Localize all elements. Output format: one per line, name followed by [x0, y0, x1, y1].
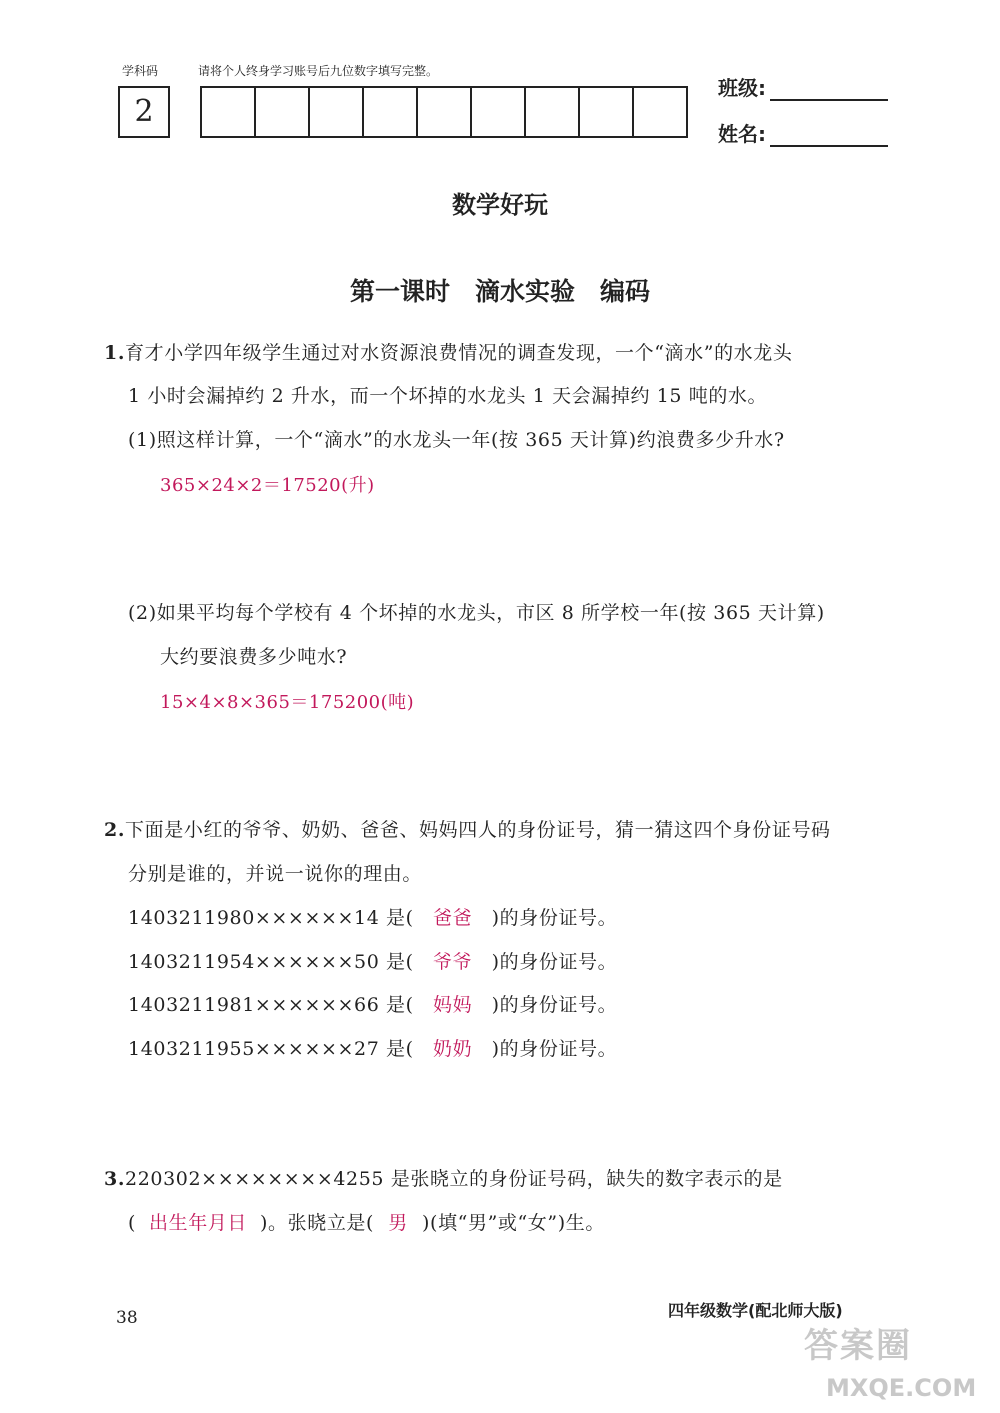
- id-row: [128, 950, 617, 974]
- id-suffix: )的身份证号。: [491, 907, 618, 929]
- id-row: [128, 906, 617, 930]
- id-suffix: )的身份证号。: [491, 951, 618, 973]
- question-3-text: 220302××××××××4255 是张晓立的身份证号码，缺失的数字表示的是: [125, 1168, 783, 1190]
- answer-1-1: 365×24×2＝17520(升): [160, 475, 375, 496]
- question-3-mid: )。张晓立是(: [260, 1212, 375, 1234]
- bracket-open: (: [128, 1212, 137, 1234]
- digit-cell[interactable]: [580, 88, 634, 136]
- name-blank[interactable]: [770, 125, 888, 147]
- subject-code-label: 学科码: [122, 64, 159, 78]
- class-label: 班级:: [718, 76, 766, 100]
- question-3-number: 3.: [104, 1168, 126, 1190]
- watermark-logo: 答案圈: [804, 1326, 912, 1366]
- class-blank[interactable]: [770, 79, 888, 101]
- question-3-end: )(填“男”或“女”)生。: [422, 1212, 605, 1234]
- watermark-url: MXQE.COM: [826, 1374, 977, 1402]
- page-title: 数学好玩: [452, 191, 548, 219]
- question-1-line-2: 1 小时会漏掉约 2 升水，而一个坏掉的水龙头 1 天会漏掉约 15 吨的水。: [128, 385, 768, 407]
- answer-3-1: 出生年月日: [149, 1212, 248, 1234]
- page-number: 38: [116, 1308, 138, 1328]
- question-1-sub-2-line-1: (2)如果平均每个学校有 4 个坏掉的水龙头，市区 8 所学校一年(按 365 天计算): [128, 602, 825, 624]
- class-field[interactable]: [718, 72, 888, 101]
- question-3-line-2: [128, 1211, 605, 1235]
- id-row: [128, 1037, 617, 1061]
- digit-cell[interactable]: [256, 88, 310, 136]
- id-row: [128, 993, 617, 1017]
- digit-cell[interactable]: [634, 88, 688, 136]
- id-answer: 妈妈: [433, 994, 473, 1016]
- id-answer: 奶奶: [433, 1038, 473, 1060]
- question-1-sub-1: (1)照这样计算，一个“滴水”的水龙头一年(按 365 天计算)约浪费多少升水?: [128, 429, 785, 451]
- question-1-text: 育才小学四年级学生通过对水资源浪费情况的调查发现，一个“滴水”的水龙头: [125, 342, 793, 364]
- lesson-title: 第一课时 滴水实验 编码: [349, 277, 650, 306]
- question-3-line-1: [104, 1167, 783, 1191]
- id-suffix: )的身份证号。: [491, 1038, 618, 1060]
- subject-code-box: 2: [118, 86, 170, 138]
- account-digit-boxes[interactable]: [200, 86, 688, 138]
- id-number: 1403211955××××××27 是(: [128, 1038, 414, 1060]
- id-suffix: )的身份证号。: [491, 994, 618, 1016]
- answer-3-2: 男: [388, 1212, 408, 1234]
- id-answer: 爷爷: [433, 951, 473, 973]
- question-1-line-1: [104, 341, 792, 365]
- question-2-line-2: 分别是谁的，并说一说你的理由。: [128, 863, 423, 885]
- id-number: 1403211954××××××50 是(: [128, 951, 414, 973]
- digit-cell[interactable]: [418, 88, 472, 136]
- question-1-sub-2-line-2: 大约要浪费多少吨水?: [160, 646, 348, 668]
- digit-cell[interactable]: [472, 88, 526, 136]
- question-2-text: 下面是小红的爷爷、奶奶、爸爸、妈妈四人的身份证号，猜一猜这四个身份证号码: [125, 819, 831, 841]
- book-title: 四年级数学(配北师大版): [668, 1301, 843, 1320]
- name-field[interactable]: [718, 118, 888, 147]
- answer-1-2: 15×4×8×365＝175200(吨): [160, 692, 415, 713]
- account-instruction: 请将个人终身学习账号后九位数字填写完整。: [198, 64, 439, 78]
- id-answer: 爸爸: [433, 907, 473, 929]
- id-number: 1403211980××××××14 是(: [128, 907, 414, 929]
- digit-cell[interactable]: [364, 88, 418, 136]
- digit-cell[interactable]: [310, 88, 364, 136]
- digit-cell[interactable]: [202, 88, 256, 136]
- name-label: 姓名:: [718, 122, 766, 146]
- id-number: 1403211981××××××66 是(: [128, 994, 414, 1016]
- digit-cell[interactable]: [526, 88, 580, 136]
- question-2-number: 2.: [104, 819, 126, 841]
- question-1-number: 1.: [104, 342, 126, 364]
- question-2-line-1: [104, 818, 831, 842]
